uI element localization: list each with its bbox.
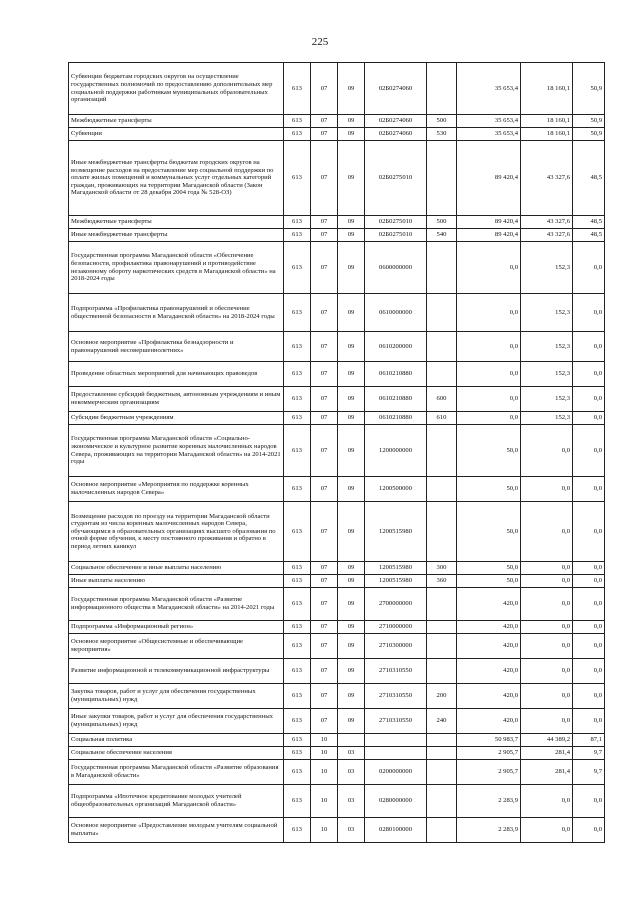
grbs-cell: 613 — [284, 477, 311, 502]
target-article-cell: 02Б0274060 — [365, 63, 427, 115]
grbs-cell: 613 — [284, 141, 311, 216]
actual-amount-cell: 152,3 — [521, 362, 573, 387]
table-row — [69, 242, 605, 294]
expense-type-cell — [427, 659, 457, 684]
plan-amount-cell: 2 283,9 — [457, 818, 521, 843]
target-article-cell: 02Б0275010 — [365, 229, 427, 242]
section-cell: 10 — [311, 734, 338, 747]
plan-amount-cell: 50,0 — [457, 477, 521, 502]
table-row — [69, 818, 605, 843]
grbs-cell: 613 — [284, 734, 311, 747]
subsection-cell: 09 — [338, 588, 365, 621]
target-article-cell: 0610210880 — [365, 412, 427, 425]
percent-cell: 50,9 — [573, 115, 605, 128]
subsection-cell: 03 — [338, 747, 365, 760]
budget-table — [68, 62, 605, 843]
table-row — [69, 332, 605, 362]
grbs-cell: 613 — [284, 425, 311, 477]
percent-cell: 0,0 — [573, 659, 605, 684]
subsection-cell: 09 — [338, 621, 365, 634]
plan-amount-cell: 420,0 — [457, 634, 521, 659]
expense-type-cell: 610 — [427, 412, 457, 425]
grbs-cell: 613 — [284, 634, 311, 659]
subsection-cell: 09 — [338, 141, 365, 216]
section-cell: 07 — [311, 294, 338, 332]
subsection-cell: 03 — [338, 785, 365, 818]
target-article-cell: 2710300000 — [365, 634, 427, 659]
row-name-cell: Иные межбюджетные трансферты — [69, 229, 284, 242]
grbs-cell: 613 — [284, 294, 311, 332]
grbs-cell: 613 — [284, 562, 311, 575]
grbs-cell: 613 — [284, 760, 311, 785]
subsection-cell: 09 — [338, 242, 365, 294]
plan-amount-cell: 35 653,4 — [457, 128, 521, 141]
table-row — [69, 387, 605, 412]
percent-cell: 0,0 — [573, 818, 605, 843]
row-name-cell: Предоставление субсидий бюджетным, автономным учреждениям и иным некоммерческим организациям — [69, 387, 284, 412]
row-name-cell: Иные закупки товаров, работ и услуг для обеспечения государственных (муниципальных) нужд — [69, 709, 284, 734]
table-row — [69, 760, 605, 785]
table-row — [69, 575, 605, 588]
actual-amount-cell: 281,4 — [521, 747, 573, 760]
percent-cell: 0,0 — [573, 502, 605, 562]
plan-amount-cell: 89 420,4 — [457, 229, 521, 242]
subsection-cell: 09 — [338, 575, 365, 588]
row-name-cell: Подпрограмма «Ипотечное кредитование молодых учителей общеобразовательных организаций Магаданской области» — [69, 785, 284, 818]
target-article-cell: 0610000000 — [365, 294, 427, 332]
percent-cell: 0,0 — [573, 562, 605, 575]
target-article-cell: 2710310550 — [365, 659, 427, 684]
plan-amount-cell: 2 283,9 — [457, 785, 521, 818]
grbs-cell: 613 — [284, 818, 311, 843]
row-name-cell: Государственная программа Магаданской области «Социально-экономическое и культурное развитие коренных малочисленных народов Севера, проживающих на территории Магаданской области» на 2014-2021 годы — [69, 425, 284, 477]
actual-amount-cell: 18 160,1 — [521, 128, 573, 141]
plan-amount-cell: 35 653,4 — [457, 115, 521, 128]
percent-cell: 0,0 — [573, 477, 605, 502]
row-name-cell: Государственная программа Магаданской области «Развитие информационного общества в Магаданской области» на 2014-2021 годы — [69, 588, 284, 621]
table-row — [69, 734, 605, 747]
subsection-cell: 09 — [338, 387, 365, 412]
plan-amount-cell: 0,0 — [457, 412, 521, 425]
expense-type-cell — [427, 502, 457, 562]
percent-cell: 0,0 — [573, 785, 605, 818]
actual-amount-cell: 43 327,6 — [521, 141, 573, 216]
row-name-cell: Субсидии бюджетным учреждениям — [69, 412, 284, 425]
subsection-cell — [338, 734, 365, 747]
grbs-cell: 613 — [284, 128, 311, 141]
row-name-cell: Закупка товаров, работ и услуг для обеспечения государственных (муниципальных) нужд — [69, 684, 284, 709]
plan-amount-cell: 2 905,7 — [457, 747, 521, 760]
plan-amount-cell: 89 420,4 — [457, 216, 521, 229]
table-row — [69, 659, 605, 684]
row-name-cell: Основное мероприятие «Предоставление молодым учителям социальной выплаты» — [69, 818, 284, 843]
grbs-cell: 613 — [284, 242, 311, 294]
actual-amount-cell: 0,0 — [521, 588, 573, 621]
table-row — [69, 785, 605, 818]
plan-amount-cell: 0,0 — [457, 294, 521, 332]
row-name-cell: Государственная программа Магаданской области «Развитие образования в Магаданской области» — [69, 760, 284, 785]
section-cell: 07 — [311, 659, 338, 684]
table-row — [69, 216, 605, 229]
expense-type-cell: 600 — [427, 387, 457, 412]
actual-amount-cell: 0,0 — [521, 785, 573, 818]
subsection-cell: 09 — [338, 425, 365, 477]
row-name-cell: Межбюджетные трансферты — [69, 216, 284, 229]
table-body — [69, 63, 605, 843]
table-row — [69, 63, 605, 115]
percent-cell: 48,5 — [573, 229, 605, 242]
subsection-cell: 09 — [338, 294, 365, 332]
section-cell: 07 — [311, 575, 338, 588]
row-name-cell: Подпрограмма «Профилактика правонарушений и обеспечение общественной безопасности в Магаданской области» на 2018-2024 годы — [69, 294, 284, 332]
grbs-cell: 613 — [284, 362, 311, 387]
target-article-cell: 0200000000 — [365, 760, 427, 785]
row-name-cell: Государственная программа Магаданской области «Обеспечение безопасности, профилактика правонарушений и противодействие незаконному обороту наркотических средств в Магаданской области» на 2018-2024 годы — [69, 242, 284, 294]
target-article-cell: 2700000000 — [365, 588, 427, 621]
page-number: 225 — [311, 36, 329, 48]
table-row — [69, 425, 605, 477]
plan-amount-cell: 50,0 — [457, 575, 521, 588]
plan-amount-cell: 0,0 — [457, 362, 521, 387]
target-article-cell: 0280100000 — [365, 818, 427, 843]
expense-type-cell — [427, 141, 457, 216]
section-cell: 07 — [311, 362, 338, 387]
row-name-cell: Иные выплаты населению — [69, 575, 284, 588]
target-article-cell: 2710310550 — [365, 709, 427, 734]
row-name-cell: Социальное обеспечение и иные выплаты населению — [69, 562, 284, 575]
expense-type-cell — [427, 634, 457, 659]
target-article-cell: 1200515980 — [365, 502, 427, 562]
table-row — [69, 747, 605, 760]
actual-amount-cell: 152,3 — [521, 242, 573, 294]
target-article-cell: 2710000000 — [365, 621, 427, 634]
actual-amount-cell: 152,3 — [521, 387, 573, 412]
section-cell: 07 — [311, 562, 338, 575]
section-cell: 07 — [311, 63, 338, 115]
target-article-cell: 0610200000 — [365, 332, 427, 362]
target-article-cell: 1200515980 — [365, 562, 427, 575]
grbs-cell: 613 — [284, 709, 311, 734]
subsection-cell: 09 — [338, 115, 365, 128]
section-cell: 10 — [311, 785, 338, 818]
section-cell: 07 — [311, 412, 338, 425]
section-cell: 10 — [311, 818, 338, 843]
table-row — [69, 709, 605, 734]
table-row — [69, 588, 605, 621]
table-row — [69, 684, 605, 709]
section-cell: 07 — [311, 387, 338, 412]
subsection-cell: 09 — [338, 216, 365, 229]
plan-amount-cell: 50,0 — [457, 502, 521, 562]
plan-amount-cell: 420,0 — [457, 621, 521, 634]
section-cell: 07 — [311, 128, 338, 141]
target-article-cell: 1200515980 — [365, 575, 427, 588]
plan-amount-cell: 0,0 — [457, 242, 521, 294]
percent-cell: 50,9 — [573, 63, 605, 115]
expense-type-cell — [427, 332, 457, 362]
row-name-cell: Основное мероприятие «Мероприятия по поддержке коренных малочисленных народов Севера» — [69, 477, 284, 502]
percent-cell: 87,1 — [573, 734, 605, 747]
section-cell: 10 — [311, 760, 338, 785]
subsection-cell: 09 — [338, 562, 365, 575]
plan-amount-cell: 420,0 — [457, 659, 521, 684]
plan-amount-cell: 420,0 — [457, 588, 521, 621]
grbs-cell: 613 — [284, 785, 311, 818]
grbs-cell: 613 — [284, 502, 311, 562]
table-row — [69, 229, 605, 242]
table-row — [69, 141, 605, 216]
expense-type-cell — [427, 734, 457, 747]
subsection-cell: 09 — [338, 502, 365, 562]
table-row — [69, 634, 605, 659]
subsection-cell: 09 — [338, 709, 365, 734]
subsection-cell: 09 — [338, 63, 365, 115]
percent-cell: 48,5 — [573, 141, 605, 216]
actual-amount-cell: 0,0 — [521, 659, 573, 684]
row-name-cell: Субвенции — [69, 128, 284, 141]
table-row — [69, 362, 605, 387]
expense-type-cell: 500 — [427, 115, 457, 128]
subsection-cell: 09 — [338, 477, 365, 502]
percent-cell: 0,0 — [573, 242, 605, 294]
table-row — [69, 294, 605, 332]
target-article-cell — [365, 734, 427, 747]
actual-amount-cell: 43 327,6 — [521, 216, 573, 229]
expense-type-cell: 240 — [427, 709, 457, 734]
table-row — [69, 477, 605, 502]
plan-amount-cell: 50,0 — [457, 562, 521, 575]
expense-type-cell: 200 — [427, 684, 457, 709]
actual-amount-cell: 0,0 — [521, 684, 573, 709]
subsection-cell: 09 — [338, 684, 365, 709]
row-name-cell: Основное мероприятие «Общесистемные и обеспечивающие мероприятия» — [69, 634, 284, 659]
section-cell: 07 — [311, 141, 338, 216]
percent-cell: 0,0 — [573, 332, 605, 362]
row-name-cell: Межбюджетные трансферты — [69, 115, 284, 128]
actual-amount-cell: 0,0 — [521, 477, 573, 502]
expense-type-cell — [427, 760, 457, 785]
table-row — [69, 502, 605, 562]
grbs-cell: 613 — [284, 216, 311, 229]
section-cell: 07 — [311, 588, 338, 621]
actual-amount-cell: 0,0 — [521, 425, 573, 477]
table-row — [69, 562, 605, 575]
section-cell: 07 — [311, 477, 338, 502]
plan-amount-cell: 89 420,4 — [457, 141, 521, 216]
actual-amount-cell: 44 389,2 — [521, 734, 573, 747]
percent-cell: 0,0 — [573, 588, 605, 621]
subsection-cell: 09 — [338, 128, 365, 141]
grbs-cell: 613 — [284, 588, 311, 621]
percent-cell: 0,0 — [573, 425, 605, 477]
target-article-cell: 02Б0275010 — [365, 141, 427, 216]
percent-cell: 9,7 — [573, 747, 605, 760]
section-cell: 07 — [311, 621, 338, 634]
grbs-cell: 613 — [284, 747, 311, 760]
subsection-cell: 09 — [338, 412, 365, 425]
percent-cell: 0,0 — [573, 709, 605, 734]
plan-amount-cell: 35 653,4 — [457, 63, 521, 115]
expense-type-cell: 300 — [427, 562, 457, 575]
row-name-cell: Подпрограмма «Информационный регион» — [69, 621, 284, 634]
expense-type-cell — [427, 785, 457, 818]
subsection-cell: 03 — [338, 760, 365, 785]
row-name-cell: Социальная политика — [69, 734, 284, 747]
percent-cell: 0,0 — [573, 634, 605, 659]
section-cell: 10 — [311, 747, 338, 760]
section-cell: 07 — [311, 684, 338, 709]
plan-amount-cell: 50,0 — [457, 425, 521, 477]
percent-cell: 0,0 — [573, 387, 605, 412]
grbs-cell: 613 — [284, 229, 311, 242]
grbs-cell: 613 — [284, 575, 311, 588]
actual-amount-cell: 0,0 — [521, 562, 573, 575]
subsection-cell: 09 — [338, 332, 365, 362]
subsection-cell: 09 — [338, 659, 365, 684]
actual-amount-cell: 0,0 — [521, 709, 573, 734]
actual-amount-cell: 0,0 — [521, 621, 573, 634]
actual-amount-cell: 0,0 — [521, 634, 573, 659]
percent-cell: 9,7 — [573, 760, 605, 785]
target-article-cell: 0280000000 — [365, 785, 427, 818]
percent-cell: 48,5 — [573, 216, 605, 229]
expense-type-cell: 500 — [427, 216, 457, 229]
expense-type-cell — [427, 588, 457, 621]
row-name-cell: Основное мероприятие «Профилактика безнадзорности и правонарушений несовершеннолетних» — [69, 332, 284, 362]
expense-type-cell: 540 — [427, 229, 457, 242]
expense-type-cell — [427, 621, 457, 634]
target-article-cell: 02Б0275010 — [365, 216, 427, 229]
row-name-cell: Иные межбюджетные трансферты бюджетам городских округов на возмещение расходов на предоставление мер социальной поддержки по оплате жилых помещений и коммунальных услуг отдельных категорий граждан, проживающих на территории Магаданской области (Закон Магаданской области от 28 декабря 2004 года № 528-ОЗ) — [69, 141, 284, 216]
section-cell: 07 — [311, 242, 338, 294]
row-name-cell: Проведение областных мероприятий для начинающих правоведов — [69, 362, 284, 387]
percent-cell: 0,0 — [573, 412, 605, 425]
row-name-cell: Развитие информационной и телекоммуникационной инфраструктуры — [69, 659, 284, 684]
grbs-cell: 613 — [284, 684, 311, 709]
actual-amount-cell: 152,3 — [521, 412, 573, 425]
grbs-cell: 613 — [284, 63, 311, 115]
percent-cell: 0,0 — [573, 294, 605, 332]
grbs-cell: 613 — [284, 621, 311, 634]
expense-type-cell — [427, 362, 457, 387]
section-cell: 07 — [311, 229, 338, 242]
section-cell: 07 — [311, 709, 338, 734]
target-article-cell: 2710310550 — [365, 684, 427, 709]
actual-amount-cell: 0,0 — [521, 818, 573, 843]
expense-type-cell — [427, 818, 457, 843]
target-article-cell: 02Б0274060 — [365, 115, 427, 128]
grbs-cell: 613 — [284, 115, 311, 128]
expense-type-cell: 360 — [427, 575, 457, 588]
section-cell: 07 — [311, 115, 338, 128]
row-name-cell: Возмещение расходов по проезду на территории Магаданской области студентам из числа коренных малочисленных народов Севера, обучающимся в образовательных организациях высшего образования по очной форме обучения, к месту постоянного проживания и обратно в период летних каникул — [69, 502, 284, 562]
percent-cell: 50,9 — [573, 128, 605, 141]
grbs-cell: 613 — [284, 332, 311, 362]
plan-amount-cell: 0,0 — [457, 332, 521, 362]
section-cell: 07 — [311, 216, 338, 229]
plan-amount-cell: 420,0 — [457, 709, 521, 734]
table-row — [69, 115, 605, 128]
expense-type-cell — [427, 63, 457, 115]
subsection-cell: 09 — [338, 362, 365, 387]
plan-amount-cell: 2 905,7 — [457, 760, 521, 785]
percent-cell: 0,0 — [573, 684, 605, 709]
plan-amount-cell: 420,0 — [457, 684, 521, 709]
target-article-cell: 1200000000 — [365, 425, 427, 477]
target-article-cell: 0600000000 — [365, 242, 427, 294]
target-article-cell: 02Б0274060 — [365, 128, 427, 141]
actual-amount-cell: 0,0 — [521, 502, 573, 562]
subsection-cell: 03 — [338, 818, 365, 843]
expense-type-cell — [427, 477, 457, 502]
percent-cell: 0,0 — [573, 621, 605, 634]
target-article-cell: 1200500000 — [365, 477, 427, 502]
expense-type-cell — [427, 242, 457, 294]
subsection-cell: 09 — [338, 229, 365, 242]
plan-amount-cell: 0,0 — [457, 387, 521, 412]
actual-amount-cell: 0,0 — [521, 575, 573, 588]
grbs-cell: 613 — [284, 412, 311, 425]
section-cell: 07 — [311, 425, 338, 477]
expense-type-cell — [427, 425, 457, 477]
expense-type-cell — [427, 294, 457, 332]
actual-amount-cell: 152,3 — [521, 332, 573, 362]
table-row — [69, 621, 605, 634]
plan-amount-cell: 50 983,7 — [457, 734, 521, 747]
expense-type-cell: 530 — [427, 128, 457, 141]
table-row — [69, 128, 605, 141]
percent-cell: 0,0 — [573, 362, 605, 387]
subsection-cell: 09 — [338, 634, 365, 659]
actual-amount-cell: 152,3 — [521, 294, 573, 332]
section-cell: 07 — [311, 332, 338, 362]
percent-cell: 0,0 — [573, 575, 605, 588]
target-article-cell: 0610210880 — [365, 387, 427, 412]
expense-type-cell — [427, 747, 457, 760]
section-cell: 07 — [311, 502, 338, 562]
row-name-cell: Социальное обеспечение населения — [69, 747, 284, 760]
actual-amount-cell: 18 160,1 — [521, 63, 573, 115]
section-cell: 07 — [311, 634, 338, 659]
grbs-cell: 613 — [284, 659, 311, 684]
actual-amount-cell: 18 160,1 — [521, 115, 573, 128]
actual-amount-cell: 43 327,6 — [521, 229, 573, 242]
grbs-cell: 613 — [284, 387, 311, 412]
actual-amount-cell: 281,4 — [521, 760, 573, 785]
target-article-cell: 0610210880 — [365, 362, 427, 387]
row-name-cell: Субвенции бюджетам городских округов на осуществление государственных полномочий по предоставлению дополнительных мер социальной поддержки работникам муниципальных образовательных организаций — [69, 63, 284, 115]
table-row — [69, 412, 605, 425]
target-article-cell — [365, 747, 427, 760]
